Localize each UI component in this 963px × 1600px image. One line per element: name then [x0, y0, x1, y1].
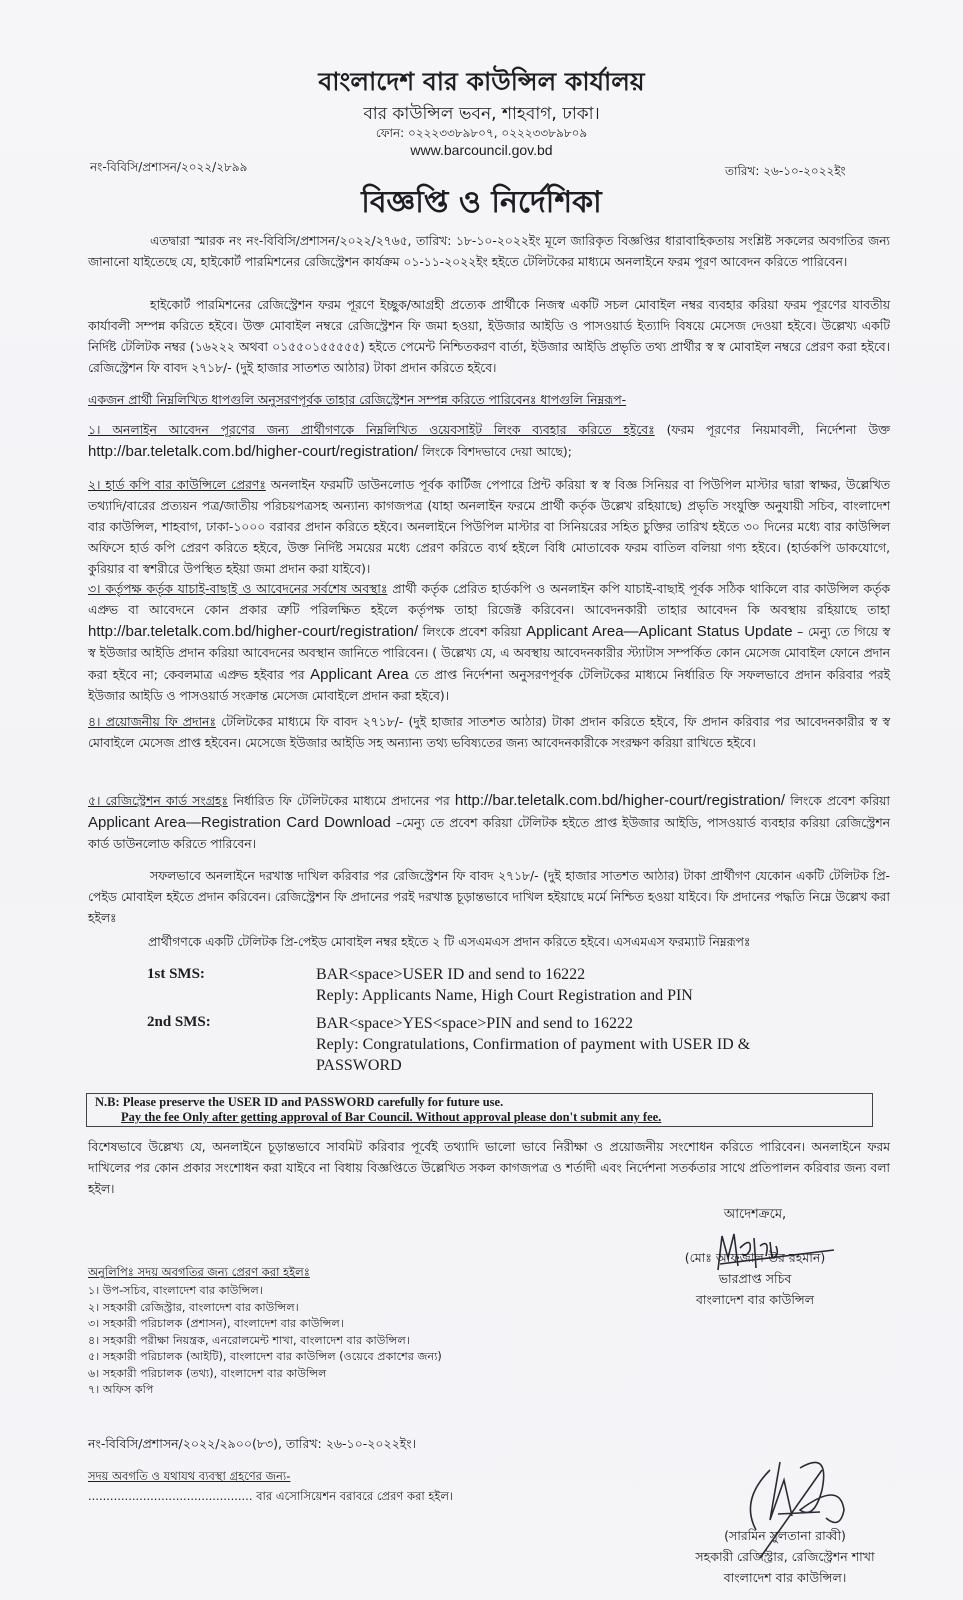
cc-heading-text: অনুলিপিঃ সদয় অবগতির জন্য প্রেরণ করা হইলঃ — [88, 1265, 310, 1279]
signatory-1-organization: বাংলাদেশ বার কাউন্সিল — [695, 1292, 815, 1307]
card-download-menu-path: Applicant Area—Registration Card Download — [88, 814, 391, 831]
steps-heading-text: একজন প্রার্থী নিম্নলিখিত ধাপগুলি অনুসরণপূর্বক তাহার রেজিস্ট্রেশন সম্পন্ন করিতে পারিবেনঃ ধাপগুলি নিম্নরূপ- — [88, 393, 627, 407]
step-2 — [88, 475, 890, 580]
signatory-1-name: (মোঃ আফজাল-উর রহমান) — [684, 1250, 826, 1265]
organization-phone: ফোন: ০২২২৩৩৮৯৮০৭, ০২২২৩৩৮৯৮০৯ — [375, 126, 588, 140]
step-5-text-mid: লিংকে প্রবেশ করিয়া — [785, 794, 890, 808]
document-title: বিজ্ঞপ্তি ও নির্দেশিকা — [361, 185, 602, 220]
steps-heading — [88, 390, 890, 411]
cc-item: ৬। সহকারী পরিচালক (তথ্য), বাংলাদেশ বার কাউন্সিল — [88, 1366, 327, 1380]
step-5 — [88, 790, 890, 855]
step-3-text-mid2: – মেন্যু তে গিয়ে স্ব স্ব ইউজার আইডি প্রদান করিয়া আবেদনের অবস্থান জানিতে পারিবেন। ( উল্লেখ্য যে, এ অবস্থায় আবেদনকারীর স্ট্যাটাস সম্পর্কিত কোন মেসেজ মোবাইল ফোনে প্রদান করা হইবে না; কেবলমাত্র এপ্রুভ হইবার পর — [88, 625, 890, 682]
note-line-1: N.B: Please preserve the USER ID and PASSWORD carefully for future use. — [95, 1095, 504, 1109]
cc-item: ২। সহকারী রেজিস্ট্রার, বাংলাদেশ বার কাউন্সিল। — [88, 1300, 299, 1314]
step-5-heading: ৫। রেজিস্ট্রেশন কার্ড সংগ্রহঃ — [88, 794, 228, 808]
step-4-heading: ৪। প্রয়োজনীয় ফি প্রদানঃ — [88, 715, 216, 729]
sms-1-reply: Reply: Applicants Name, High Court Registration and PIN — [316, 987, 693, 1004]
memo-number: নং-বিবিসি/প্রশাসন/২০২২/২৮৯৯ — [90, 160, 248, 174]
sms-2-reply-cont: PASSWORD — [316, 1057, 402, 1074]
step-3-text: প্রার্থী কর্তৃক প্রেরিত হার্ডকপি ও অনলাইন কপি যাচাই-বাছাই পূর্বক সঠিক থাকিলে বার কাউন্সিল কর্তৃক এপ্রুভ বা আবেদনে কোন প্রকার ত্রুটি পরিলক্ষিত হইলে কর্তৃপক্ষ তাহা রিজেক্ট করিবেন। আবেদনকারী তাহার আবেদন কি অবস্থায় রহিয়াছে তাহা — [88, 582, 890, 617]
closing-paragraph: বিশেষভাবে উল্লেখ্য যে, অনলাইনে চূড়ান্তভাবে সাবমিট করিবার পূর্বেই তথ্যাদি ভালো ভাবে নিরীক্ষা ও প্রয়োজনীয় সংশোধন করিতে পারিবেন। অনলাইনে ফরম দাখিলের পর কোন প্রকার সংশোধন করা যাইবে না বিধায় বিজ্ঞপ্তিতে উল্লেখিত সকল কাগজপত্র ও শর্তাদী এবং নির্দেশনা সতর্কতার সাথে প্রতিপালন করিবার জন্য বলা হইল। — [88, 1140, 890, 1196]
status-menu-path: Applicant Area—Aplicant Status Update — [526, 623, 793, 640]
signatory-2-name: (সারমিন সুলতানা রাব্বী) — [724, 1528, 846, 1543]
cc-item: ৫। সহকারী পরিচালক (আইটি), বাংলাদেশ বার কাউন্সিল (ওয়েবে প্রকাশের জন্য) — [88, 1350, 442, 1363]
step-3-heading: ৩। কর্তৃপক্ষ কর্তৃক যাচাই-বাছাই ও আবেদনের সর্বশেষ অবস্থাঃ — [88, 582, 388, 596]
signatory-2-organization: বাংলাদেশ বার কাউন্সিল। — [723, 1570, 847, 1585]
sms-1-command: BAR<space>USER ID and send to 16222 — [316, 966, 586, 983]
signatory-1-designation: ভারপ্রাপ্ত সচিব — [718, 1271, 792, 1286]
cc-item: ১। উপ-সচিব, বাংলাদেশ বার কাউন্সিল। — [88, 1284, 263, 1297]
memo-date: তারিখ: ২৬-১০-২০২২ইং — [725, 164, 846, 178]
intro-paragraph-1: এতদ্বারা স্মারক নং নং-বিবিসি/প্রশাসন/২০২২/২৭৬৫, তারিখ: ১৮-১০-২০২২ইং মূলে জারিকৃত বিজ্ঞপ্তির ধারাবাহিকতায় সংশ্লিষ্ট সকলের অবগতির জন্য জানানো যাইতেছে যে, হাইকোর্ট পারমিশনের রেজিস্ট্রেশন কার্যক্রম ০১-১১-২০২২ইং হইতে টেলিটকের মাধ্যমে অনলাইনে ফরম পূরণ আবেদন করিতে পারিবেন। — [88, 234, 890, 269]
step-3-text-end: তে প্রাপ্ত নির্দেশনা অনুসরণপূর্বক টেলিটকের মাধ্যমে নির্ধারিত ফি সফলভাবে প্রদান করিবার পরই ইউজার আইডি ও পাসওয়ার্ড সংক্রান্ত মেসেজ মোবাইলে প্রদান করা হইবে)। — [88, 668, 891, 703]
memo-2-number: নং-বিবিসি/প্রশাসন/২০২২/২৯০০(৮৩), তারিখ: ২৬-১০-২০২২ইং। — [88, 1436, 417, 1451]
registration-link[interactable]: http://bar.teletalk.com.bd/higher-court/registration/ — [88, 623, 419, 640]
registration-link[interactable]: http://bar.teletalk.com.bd/higher-court/registration/ — [88, 443, 419, 460]
sms-1-label: 1st SMS: — [147, 966, 205, 982]
step-4-text: টেলিটকের মাধ্যমে ফি বাবদ ২৭১৮/- (দুই হাজার সাতশত আঠার) টাকা প্রদান করিতে হইবে, ফি প্রদান করিবার পর আবেদনকারীর স্ব স্ব মোবাইলে মেসেজ প্রাপ্ত হইবেন। মেসেজে ইউজার আইডি সহ অন্যান্য তথ্য ভবিষ্যতের জন্য আবেদনকারীকে সংরক্ষণ করিয়া রাখিতে হইবে। — [88, 715, 891, 750]
payment-paragraph: সফলভাবে অনলাইনে দরখাস্ত দাখিল করিবার পর রেজিস্ট্রেশন ফি বাবদ ২৭১৮/- (দুই হাজার সাতশত আঠার) টাকা প্রার্থীগণ যেকোন একটি টেলিটক প্রি-পেইড মোবাইল হইতে প্রদান করিবেন। রেজিস্ট্রেশন ফি প্রদানের পরই দরখাস্ত চূড়ান্তভাবে দাখিল হইয়াছে মর্মে নিশ্চিত হওয়া যাইবে। ফি প্রদানের পদ্ধতি নিম্নে উল্লেখ করা হইলঃ — [88, 869, 890, 925]
registration-link[interactable]: http://bar.teletalk.com.bd/higher-court/registration/ — [454, 792, 786, 809]
step-2-heading: ২। হার্ড কপি বার কাউন্সিলে প্রেরণঃ — [88, 478, 266, 492]
organization-website: www.barcouncil.gov.bd — [410, 142, 553, 158]
step-3-text-mid: লিংকে প্রবেশ করিয়া — [418, 625, 527, 639]
step-2-text: অনলাইন ফরমটি ডাউনলোড পূর্বক কার্টিজ পেপারে প্রিন্ট করিয়া স্ব স্ব বিজ্ঞ সিনিয়র বা পিউপিল মাস্টার দ্বারা স্বাক্ষর, উল্লেখিত তথ্যাদি/বারের প্রত্যয়ন পত্র/জাতীয় পরিচয়পত্রসহ অন্যান্য কাগজপত্র (যাহা অনলাইন ফরমে প্রার্থী কর্তৃক উল্লেখ রহিয়াছে) প্রভৃতি সংযুক্তি অনুযায়ী সচিব, বাংলাদেশ বার কাউন্সিল, শাহবাগ, ঢাকা-১০০০ বরাবর প্রদান করিতে হইবে। অনলাইনে পিউপিল মাস্টার বা সিনিয়রের সহিত চুক্তির তারিখ হইতে ৩০ দিনের মধ্যে বার কাউন্সিল অফিসে হার্ড কপি প্রেরণ করিতে হইবে, উক্ত নির্দিষ্ট সময়ের মধ্যে প্রেরণ করিতে ব্যর্থ হইলে বিধি মোতাবেক ফরম বাতিল বলিয়া গণ্য হইবে। (হার্ডকপি ডাকযোগে, কুরিয়ার বা স্বশরীরে উপস্থিত হইয়া জমা প্রদান করা যাইবে)। — [88, 478, 891, 576]
step-3 — [88, 579, 890, 707]
cc-item: ৪। সহকারী পরীক্ষা নিয়ন্ত্রক, এনরোলমেন্ট শাখা, বাংলাদেশ বার কাউন্সিল। — [88, 1333, 410, 1347]
step-1-heading: ১। অনলাইন আবেদন পূরণের জন্য প্রার্থীগণকে নিম্নলিখিত ওয়েবসাইট লিংক ব্যবহার করিতে হইবেঃ — [88, 423, 655, 437]
cc-heading — [88, 1264, 310, 1283]
step-5-text: নির্ধারিত ফি টেলিটকের মাধ্যমে প্রদানের পর — [227, 794, 455, 808]
intro-paragraph-2: হাইকোর্ট পারমিশনের রেজিস্ট্রেশন ফরম পূরণে ইচ্ছুক/আগ্রহী প্রত্যেক প্রার্থীকে নিজস্ব একটি সচল মোবাইল নম্বর ব্যবহার করিয়া ফরম পূরণের যাবতীয় কার্যাবলী সম্পন্ন করিতে হইবে। উক্ত মোবাইল নম্বরে রেজিস্ট্রেশন ফি জমা হওয়া, ইউজার আইডি ও পাসওয়ার্ড ইত্যাদি বিষয়ে মেসেজ দেওয়া হইবে। উল্লেখ্য একটি নির্দিষ্ট টেলিটক নম্বর (১৬২২২ অথবা ০১৫৫০১৫৫৫৫৫) হইতে পেমেন্ট নিশ্চিতকরণ বার্তা, ইউজার আইডি প্রভৃতি তথ্য প্রার্থীর স্ব স্ব মোবাইল নম্বরে প্রেরণ করা হইবে। রেজিস্ট্রেশন ফি বাবদ ২৭১৮/- (দুই হাজার সাতশত আঠার) টাকা প্রদান করিতে হইবে। — [88, 298, 890, 375]
step-5-text-end: –মেন্যু তে প্রবেশ করিয়া টেলিটক হইতে প্রাপ্ত ইউজার আইডি, পাসওয়ার্ড ব্যবহার করিয়া রেজিস্ট্রেশন কার্ড ডাউনলোড করিতে পারিবেন। — [88, 816, 890, 851]
forwarding-heading — [88, 1468, 290, 1487]
sms-2-reply: Reply: Congratulations, Confirmation of payment with USER ID & — [316, 1036, 751, 1053]
forwarding-heading-text: সদয় অবগতি ও যথাযথ ব্যবস্থা গ্রহণের জন্য- — [88, 1469, 291, 1483]
step-1 — [88, 420, 890, 463]
step-4 — [88, 712, 890, 754]
step-1-text-end: লিংকে বিশদভাবে দেয়া আছে); — [418, 445, 572, 459]
forwarding-line: ............................................. বার এসোসিয়েশন বরাবরে প্রেরণ করা হইল। — [88, 1489, 454, 1503]
note-box — [86, 1093, 873, 1127]
sms-2-label: 2nd SMS: — [147, 1014, 211, 1030]
cc-item: ৩। সহকারী পরিচালক (প্রশাসন), বাংলাদেশ বার কাউন্সিল। — [88, 1317, 344, 1330]
organization-address: বার কাউন্সিল ভবন, শাহবাগ, ঢাকা। — [363, 104, 600, 124]
signatory-2-designation: সহকারী রেজিস্ট্রার, রেজিস্ট্রেশন শাখা — [695, 1549, 875, 1564]
note-line-2: Pay the fee Only after getting approval of Bar Council. Without approval please don't submit any fee. — [121, 1110, 662, 1124]
sms-2-command: BAR<space>YES<space>PIN and send to 16222 — [316, 1015, 633, 1032]
cc-item: ৭। অফিস কপি — [88, 1383, 154, 1396]
applicant-area-label: Applicant Area — [310, 666, 409, 683]
by-order-text: আদেশক্রমে, — [723, 1207, 787, 1222]
organization-name: বাংলাদেশ বার কাউন্সিল কার্যালয় — [318, 67, 645, 96]
cc-list — [88, 1283, 442, 1399]
sms-intro: প্রার্থীগণকে একটি টেলিটক প্রি-পেইড মোবাইল নম্বর হইতে ২ টি এসএমএস প্রদান করিতে হইবে। এসএমএস ফরম্যাট নিম্নরূপঃ — [148, 935, 751, 949]
step-1-text: (ফরম পূরণের নিয়মাবলী, নির্দেশনা উক্ত — [654, 423, 890, 437]
